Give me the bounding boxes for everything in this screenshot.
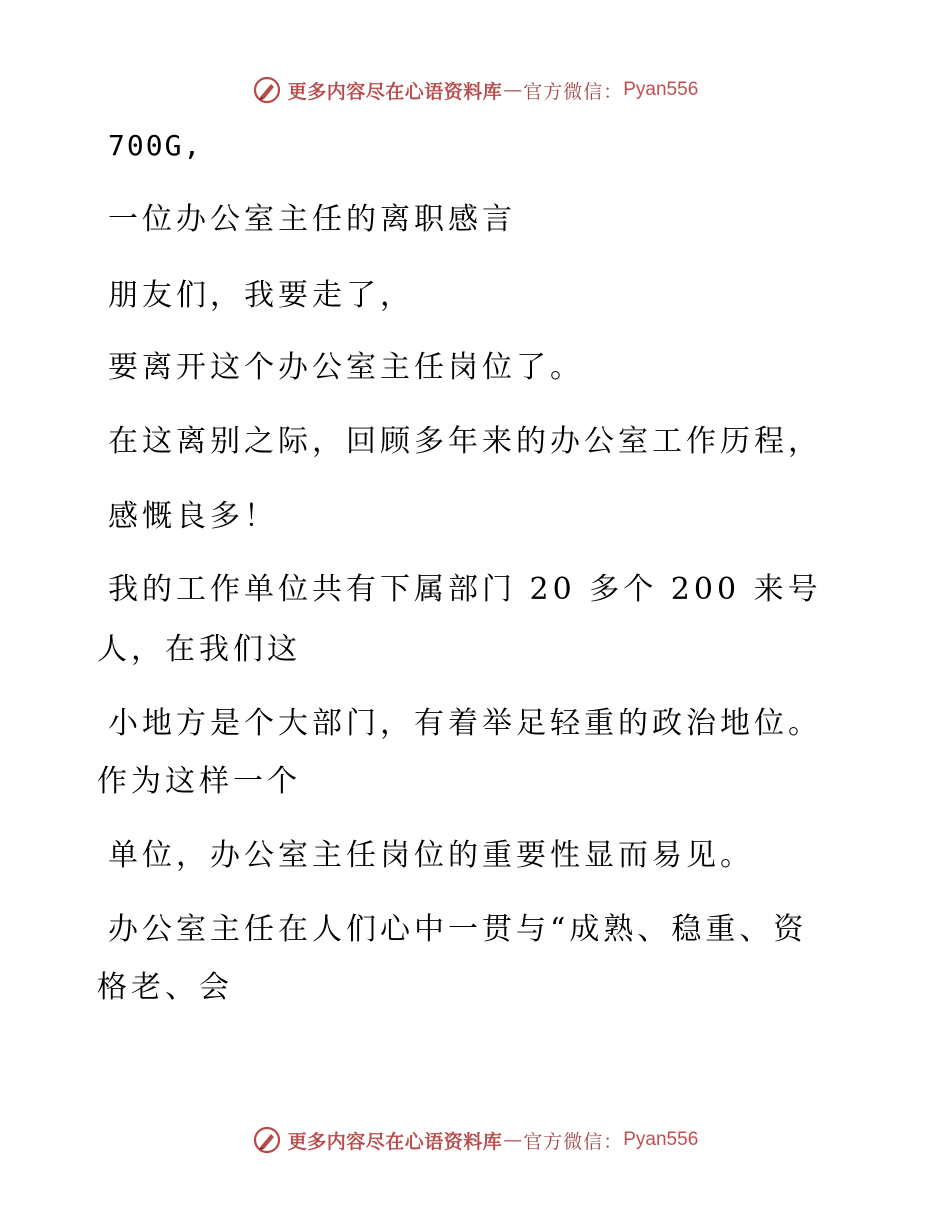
paragraph-line: 700G, (108, 129, 203, 162)
pen-logo-icon (252, 1125, 282, 1155)
paragraph-line: 人，在我们这 (97, 632, 301, 667)
paragraph-line: 单位，办公室主任岗位的重要性显而易见。 (108, 838, 754, 873)
paragraph-line: 格老、会 (97, 970, 233, 1005)
paragraph-line: 办公室主任在人们心中一贯与“成熟、稳重、资 (108, 912, 808, 947)
watermark-brand: 更多内容尽在心语资料库 (287, 80, 503, 103)
paragraph-line: 我的工作单位共有下属部门 20 多个 200 来号 (108, 572, 822, 607)
paragraph-line: 在这离别之际，回顾多年来的办公室工作历程， (108, 424, 822, 459)
paragraph-line: 要离开这个办公室主任岗位了。 (108, 350, 584, 385)
paragraph-line: 朋友们，我要走了， (108, 278, 414, 313)
paragraph-line: 感慨良多！ (108, 499, 278, 534)
watermark-brand: 更多内容尽在心语资料库 (287, 1130, 503, 1153)
watermark-wechat-label: 官方微信： (523, 80, 624, 103)
footer-watermark (0, 1122, 950, 1158)
watermark-separator: — (503, 79, 523, 101)
document-title: 一位办公室主任的离职感言 (108, 202, 516, 237)
header-watermark (0, 72, 950, 108)
paragraph-line: 小地方是个大部门，有着举足轻重的政治地位。 (108, 706, 822, 741)
pen-logo-icon (252, 75, 282, 105)
watermark-wechat-id: Pyan556 (623, 1129, 699, 1150)
watermark-wechat-id: Pyan556 (623, 79, 699, 100)
paragraph-line: 作为这样一个 (97, 764, 301, 799)
watermark-wechat-label: 官方微信： (523, 1130, 624, 1153)
watermark-separator: — (503, 1129, 523, 1151)
